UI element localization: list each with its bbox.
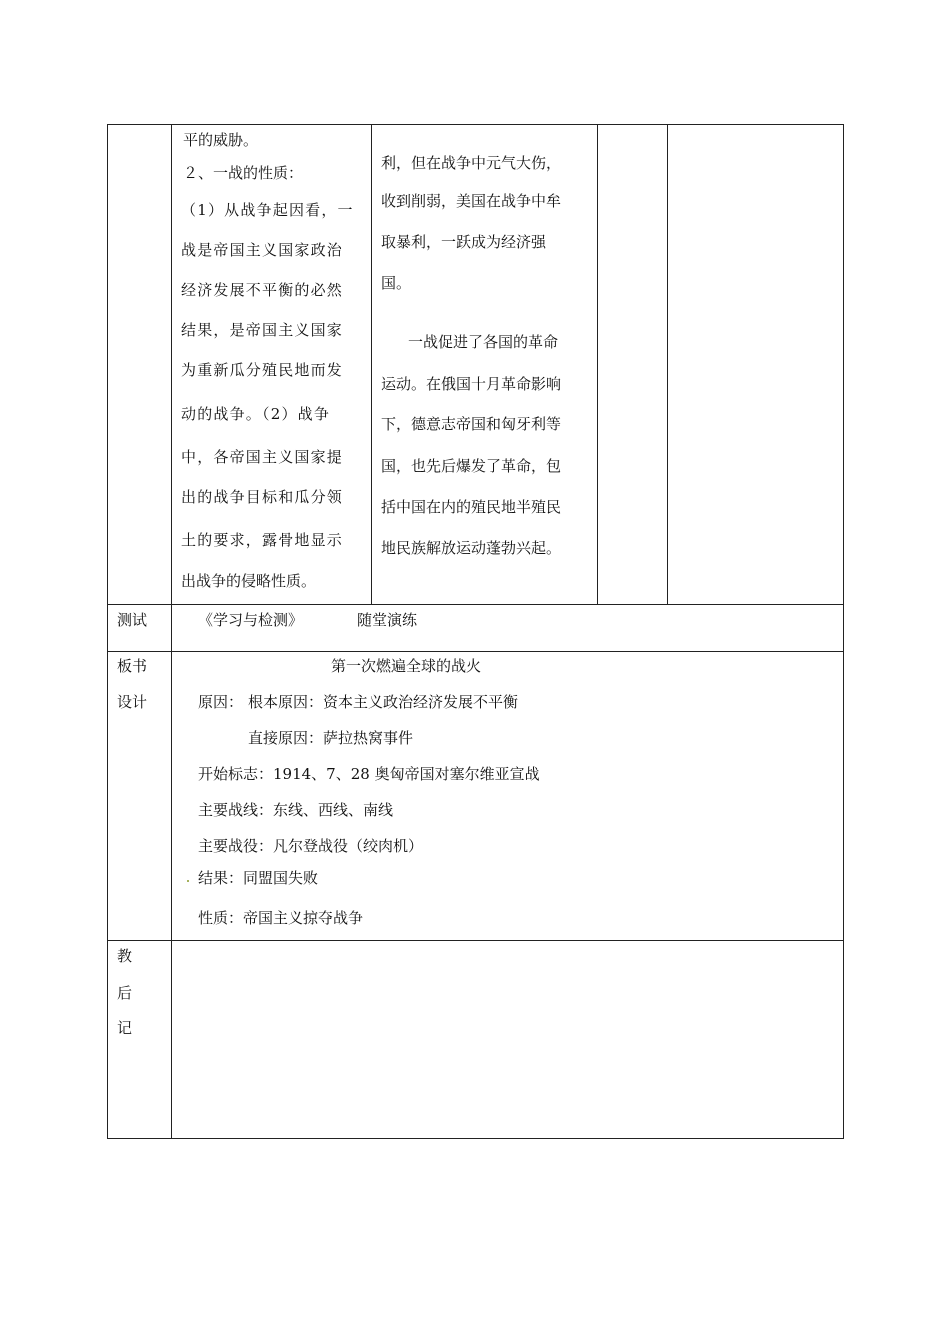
text-line: 一战促进了各国的革命 — [408, 333, 559, 351]
table-border-left — [107, 124, 108, 1139]
war-start: 开始标志：1914、7、28 奥匈帝国对塞尔维亚宣战 — [198, 765, 540, 783]
afterword-label-3: 记 — [117, 1019, 133, 1037]
stray-mark — [187, 880, 189, 882]
column-divider-label — [171, 124, 172, 1139]
text-line: 利，但在战争中元气大伤， — [381, 154, 562, 172]
afterword-label-1: 教 — [117, 947, 133, 965]
text-line: ２、一战的性质： — [183, 164, 304, 182]
text-line: 动的战争。（2）战争 — [181, 405, 331, 423]
board-label-line2: 设计 — [117, 693, 148, 711]
cause-label: 原因： — [198, 693, 244, 711]
war-result: 结果：同盟国失败 — [198, 869, 319, 887]
text-line: （1）从战争起因看，一 — [181, 201, 354, 219]
table-border-bottom — [107, 1138, 844, 1139]
text-line: 运动。在俄国十月革命影响 — [381, 375, 562, 393]
column-divider-3 — [371, 124, 372, 605]
column-divider-5 — [667, 124, 668, 605]
text-line: 经济发展不平衡的必然 — [181, 281, 344, 299]
war-nature: 性质：帝国主义掠夺战争 — [198, 909, 364, 927]
test-item: 随堂演练 — [357, 611, 418, 629]
text-line: 地民族解放运动蓬勃兴起。 — [381, 539, 562, 557]
text-line: 结果，是帝国主义国家 — [181, 321, 344, 339]
text-line: 中，各帝国主义国家提 — [181, 448, 344, 466]
text-line: 收到削弱，美国在战争中牟 — [381, 192, 562, 210]
text-line: 战是帝国主义国家政治 — [181, 241, 344, 259]
board-label-line1: 板书 — [117, 657, 148, 675]
main-battle: 主要战役：凡尔登战役（绞肉机） — [198, 837, 424, 855]
text-line: 取暴利，一跃成为经济强 — [381, 233, 547, 251]
direct-cause: 直接原因：萨拉热窝事件 — [248, 729, 414, 747]
root-cause: 根本原因：资本主义政治经济发展不平衡 — [248, 693, 519, 711]
table-border-top — [107, 124, 844, 125]
text-line: 括中国在内的殖民地半殖民 — [381, 498, 562, 516]
afterword-label-2: 后 — [117, 984, 133, 1002]
board-title: 第一次燃遍全球的战火 — [331, 657, 482, 675]
text-line: 出的战争目标和瓜分领 — [181, 488, 344, 506]
text-line: 出战争的侵略性质。 — [181, 572, 317, 590]
text-line: 为重新瓜分殖民地而发 — [181, 361, 344, 379]
main-fronts: 主要战线：东线、西线、南线 — [198, 801, 394, 819]
text-line: 国，也先后爆发了革命，包 — [381, 457, 562, 475]
row-divider-test — [107, 604, 844, 605]
column-divider-4 — [597, 124, 598, 605]
table-border-right — [843, 124, 844, 1139]
row-divider-board — [107, 651, 844, 652]
row-divider-afterword — [107, 940, 844, 941]
text-line: 平的威胁。 — [183, 131, 259, 149]
test-book-title: 《学习与检测》 — [198, 611, 304, 629]
text-line: 下，德意志帝国和匈牙利等 — [381, 415, 562, 433]
text-line: 国。 — [381, 274, 412, 292]
test-label: 测试 — [117, 611, 148, 629]
text-line: 土的要求，露骨地显示 — [181, 531, 344, 549]
